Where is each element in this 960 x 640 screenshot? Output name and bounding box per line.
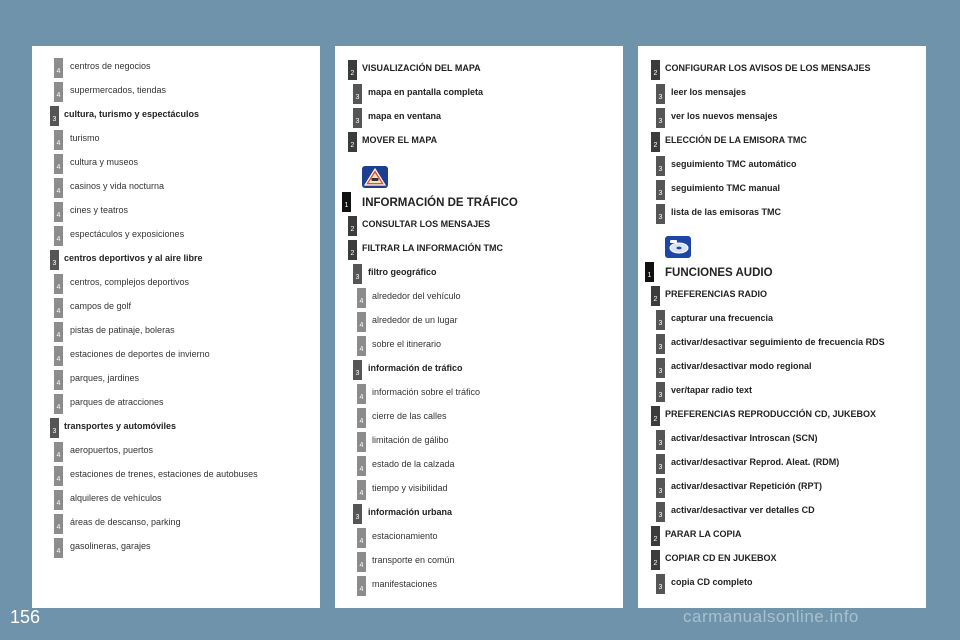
level-badge: 3: [656, 358, 665, 378]
menu-item-label: CONSULTAR LOS MENSAJES: [362, 219, 491, 229]
level-badge: 4: [357, 456, 366, 476]
menu-item: [638, 84, 926, 104]
menu-item: [335, 312, 623, 332]
level-badge: 4: [357, 528, 366, 548]
menu-item-label: activar/desactivar Repetición (RPT): [671, 481, 823, 491]
level-badge: 3: [656, 180, 665, 200]
menu-item: [335, 360, 623, 380]
menu-column-2: [335, 46, 623, 608]
level-badge: 4: [357, 552, 366, 572]
menu-item: [335, 384, 623, 404]
menu-column-1: [32, 46, 320, 608]
menu-item: [335, 108, 623, 128]
menu-item-label: tiempo y visibilidad: [372, 483, 448, 493]
level-badge: 4: [54, 298, 63, 318]
section-title: FUNCIONES AUDIO: [665, 267, 773, 279]
menu-item-label: turismo: [70, 133, 100, 143]
menu-item-label: activar/desactivar seguimiento de frecuencia RDS: [671, 337, 885, 347]
level-badge: 3: [50, 106, 59, 126]
level-badge: 3: [353, 108, 362, 128]
level-badge: 3: [353, 84, 362, 104]
menu-item: [638, 430, 926, 450]
level-badge: 4: [54, 178, 63, 198]
menu-item-label: CONFIGURAR LOS AVISOS DE LOS MENSAJES: [665, 63, 871, 73]
menu-item: [32, 322, 320, 342]
level-badge: 3: [656, 204, 665, 224]
menu-item-label: campos de golf: [70, 301, 132, 311]
menu-item: [335, 60, 623, 80]
menu-item: [32, 250, 320, 270]
menu-item-label: cierre de las calles: [372, 411, 447, 421]
menu-item-label: COPIAR CD EN JUKEBOX: [665, 553, 777, 563]
menu-item: [335, 528, 623, 548]
menu-item-label: cultura y museos: [70, 157, 139, 167]
level-badge: 3: [656, 156, 665, 176]
level-badge: 3: [656, 334, 665, 354]
menu-item-label: filtro geográfico: [368, 267, 437, 277]
menu-item: [638, 502, 926, 522]
menu-item: [32, 274, 320, 294]
menu-item: [32, 202, 320, 222]
menu-item: [32, 298, 320, 318]
menu-item: [32, 442, 320, 462]
menu-item: [335, 408, 623, 428]
menu-item-label: ELECCIÓN DE LA EMISORA TMC: [665, 135, 807, 145]
menu-item: [335, 336, 623, 356]
level-badge: 4: [357, 288, 366, 308]
menu-item: [32, 58, 320, 78]
menu-item: [638, 156, 926, 176]
menu-item-label: mapa en pantalla completa: [368, 87, 484, 97]
menu-item-label: estaciones de trenes, estaciones de autobuses: [70, 469, 258, 479]
menu-item: [32, 226, 320, 246]
menu-item-label: gasolineras, garajes: [70, 541, 151, 551]
level-badge: 4: [357, 384, 366, 404]
menu-item: [638, 358, 926, 378]
menu-item-label: supermercados, tiendas: [70, 85, 167, 95]
menu-item-label: seguimiento TMC manual: [671, 183, 781, 193]
traffic-warning-icon: [362, 166, 388, 188]
level-badge: 4: [54, 490, 63, 510]
level-badge: 2: [651, 132, 660, 152]
level-badge: 4: [357, 576, 366, 596]
level-badge: 3: [50, 250, 59, 270]
menu-item-label: parques, jardines: [70, 373, 140, 383]
menu-item: [32, 82, 320, 102]
menu-item: [335, 132, 623, 152]
level-badge: 3: [50, 418, 59, 438]
level-badge: 3: [656, 310, 665, 330]
level-badge: 4: [54, 346, 63, 366]
level-badge: 2: [651, 550, 660, 570]
level-badge: 3: [353, 504, 362, 524]
menu-item: [335, 552, 623, 572]
menu-item: [335, 216, 623, 236]
menu-item-label: mapa en ventana: [368, 111, 442, 121]
level-badge: 4: [357, 432, 366, 452]
level-badge: 4: [357, 336, 366, 356]
level-badge: 4: [54, 514, 63, 534]
menu-item-label: transportes y automóviles: [64, 421, 177, 431]
level-badge: 3: [656, 108, 665, 128]
menu-item-label: aeropuertos, puertos: [70, 445, 154, 455]
level-badge: 4: [54, 394, 63, 414]
menu-item: [638, 382, 926, 402]
menu-item-label: ver/tapar radio text: [671, 385, 753, 395]
level-badge: 2: [651, 406, 660, 426]
level-badge: 2: [348, 60, 357, 80]
menu-item-label: PREFERENCIAS RADIO: [665, 289, 768, 299]
level-badge: 3: [656, 502, 665, 522]
level-badge: 4: [54, 466, 63, 486]
menu-item-label: capturar una frecuencia: [671, 313, 774, 323]
level-badge: 4: [54, 58, 63, 78]
menu-item: [32, 178, 320, 198]
level-badge: 3: [656, 84, 665, 104]
menu-item-label: estaciones de deportes de invierno: [70, 349, 210, 359]
menu-item: [335, 576, 623, 596]
menu-item-label: centros deportivos y al aire libre: [64, 253, 203, 263]
menu-item: [335, 288, 623, 308]
level-badge: 2: [348, 240, 357, 260]
menu-item: [32, 346, 320, 366]
menu-item-label: centros, complejos deportivos: [70, 277, 190, 287]
menu-item-label: activar/desactivar ver detalles CD: [671, 505, 815, 515]
menu-item: [32, 106, 320, 126]
level-badge: 4: [54, 226, 63, 246]
audio-disc-icon: [665, 236, 691, 258]
level-badge: 3: [656, 382, 665, 402]
menu-item: [638, 574, 926, 594]
menu-item-label: cultura, turismo y espectáculos: [64, 109, 200, 119]
menu-item: [32, 394, 320, 414]
menu-item: [638, 180, 926, 200]
menu-item-label: PREFERENCIAS REPRODUCCIÓN CD, JUKEBOX: [665, 409, 877, 419]
menu-item-label: lista de las emisoras TMC: [671, 207, 782, 217]
menu-item: [32, 490, 320, 510]
menu-item-label: cines y teatros: [70, 205, 129, 215]
menu-item: [32, 514, 320, 534]
menu-item-label: sobre el itinerario: [372, 339, 442, 349]
menu-item: [335, 240, 623, 260]
page-number: 156: [10, 607, 41, 627]
menu-item: [32, 418, 320, 438]
menu-item: [335, 264, 623, 284]
level-badge: 4: [54, 538, 63, 558]
menu-item-label: parques de atracciones: [70, 397, 164, 407]
menu-item-label: estado de la calzada: [372, 459, 455, 469]
menu-item: [335, 480, 623, 500]
menu-item-label: transporte en común: [372, 555, 455, 565]
menu-item: [335, 432, 623, 452]
level-badge: 2: [348, 132, 357, 152]
level-badge: 1: [645, 262, 654, 282]
menu-item-label: estacionamiento: [372, 531, 438, 541]
menu-item: [638, 60, 926, 80]
menu-item-label: alrededor del vehículo: [372, 291, 461, 301]
section-title: INFORMACIÓN DE TRÁFICO: [362, 197, 518, 209]
watermark: carmanualsonline.info: [683, 607, 859, 626]
menu-item-label: espectáculos y exposiciones: [70, 229, 185, 239]
menu-item-label: pistas de patinaje, boleras: [70, 325, 175, 335]
menu-item: [638, 310, 926, 330]
menu-item: [638, 108, 926, 128]
menu-item-label: FILTRAR LA INFORMACIÓN TMC: [362, 243, 503, 253]
menu-item: [32, 538, 320, 558]
menu-item-label: manifestaciones: [372, 579, 438, 589]
menu-item: [32, 466, 320, 486]
level-badge: 2: [651, 60, 660, 80]
menu-item-label: limitación de gálibo: [372, 435, 449, 445]
level-badge: 3: [353, 360, 362, 380]
level-badge: 3: [656, 430, 665, 450]
level-badge: 3: [656, 478, 665, 498]
menu-item: [638, 204, 926, 224]
level-badge: 2: [651, 526, 660, 546]
menu-item-label: alquileres de vehículos: [70, 493, 162, 503]
level-badge: 1: [342, 192, 351, 212]
level-badge: 4: [54, 370, 63, 390]
menu-item-label: activar/desactivar Introscan (SCN): [671, 433, 818, 443]
level-badge: 4: [357, 408, 366, 428]
menu-item: [638, 454, 926, 474]
level-badge: 4: [357, 480, 366, 500]
menu-item: [32, 154, 320, 174]
menu-item: [638, 406, 926, 426]
menu-item-label: PARAR LA COPIA: [665, 529, 742, 539]
menu-item-label: áreas de descanso, parking: [70, 517, 181, 527]
menu-item-label: centros de negocios: [70, 61, 151, 71]
menu-item-label: información sobre el tráfico: [372, 387, 481, 397]
level-badge: 4: [54, 202, 63, 222]
menu-item-label: casinos y vida nocturna: [70, 181, 165, 191]
menu-item-label: ver los nuevos mensajes: [671, 111, 778, 121]
menu-item: [638, 478, 926, 498]
level-badge: 4: [54, 442, 63, 462]
menu-item-label: información urbana: [368, 507, 453, 517]
menu-column-3: [638, 46, 926, 608]
level-badge: 4: [54, 82, 63, 102]
menu-item-label: VISUALIZACIÓN DEL MAPA: [362, 63, 481, 73]
menu-item-label: MOVER EL MAPA: [362, 135, 438, 145]
menu-item: [335, 84, 623, 104]
level-badge: 4: [54, 154, 63, 174]
level-badge: 3: [353, 264, 362, 284]
menu-item: [638, 262, 926, 282]
menu-item-label: activar/desactivar modo regional: [671, 361, 812, 371]
menu-item-label: leer los mensajes: [671, 87, 747, 97]
level-badge: 2: [348, 216, 357, 236]
menu-item-label: activar/desactivar Reprod. Aleat. (RDM): [671, 457, 840, 467]
menu-item: [638, 550, 926, 570]
level-badge: 3: [656, 574, 665, 594]
level-badge: 4: [54, 274, 63, 294]
menu-item: [638, 334, 926, 354]
menu-item: [335, 192, 623, 212]
menu-item: [638, 132, 926, 152]
menu-item: [32, 370, 320, 390]
menu-item: [335, 456, 623, 476]
level-badge: 3: [656, 454, 665, 474]
menu-item: [32, 130, 320, 150]
menu-item: [638, 286, 926, 306]
menu-item-label: copia CD completo: [671, 577, 753, 587]
level-badge: 4: [54, 322, 63, 342]
menu-item: [638, 526, 926, 546]
menu-item-label: alrededor de un lugar: [372, 315, 458, 325]
level-badge: 2: [651, 286, 660, 306]
menu-item-label: información de tráfico: [368, 363, 463, 373]
menu-item: [335, 504, 623, 524]
level-badge: 4: [54, 130, 63, 150]
level-badge: 4: [357, 312, 366, 332]
menu-item-label: seguimiento TMC automático: [671, 159, 797, 169]
